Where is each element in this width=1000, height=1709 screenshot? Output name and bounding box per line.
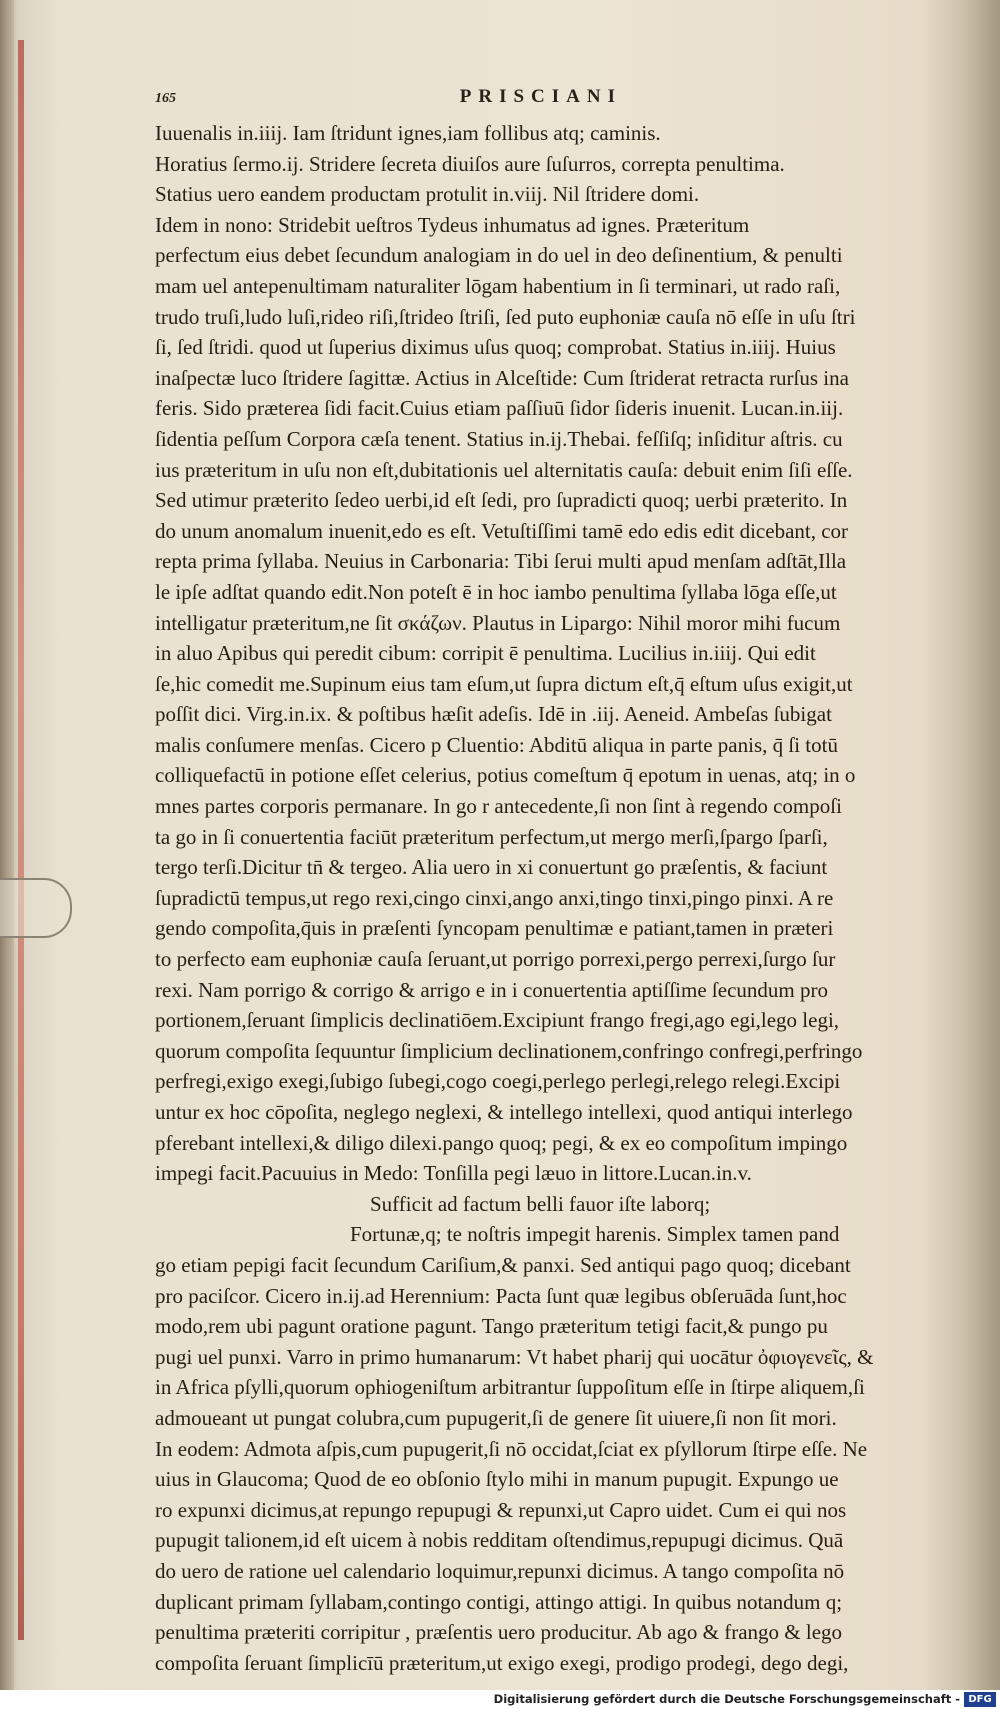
text-line: do uero de ratione uel calendario loquimur,repunxi dicimus. A tango compoſita nō (155, 1558, 845, 1583)
text-line: pugi uel punxi. Varro in primo humanarum: Vt habet pharij qui uocātur ὀφιογενεῖς, & (155, 1344, 874, 1369)
text-line: admoueant ut pungat colubra,cum pupugerit,ſi de genere ſit uiuere,ſi non ſit mori. (155, 1405, 837, 1430)
text-line: uius in Glaucoma; Quod de eo obſonio ſtylo mihi in manum pupugit. Expungo ue (155, 1467, 839, 1492)
text-line: inaſpectæ luco ſtridere ſagittæ. Actius in Alceſtide: Cum ſtriderat retracta rurſus ina (155, 365, 849, 390)
text-line: feris. Sido præterea ſidi facit.Cuius etiam paſſiuū ſidor ſideris inuenit. Lucan.in.iij. (155, 396, 844, 421)
text-line: ius præteritum in uſu non eſt,dubitationis uel alternitatis cauſa: debuit enim ſiſi eſſe. (155, 457, 853, 482)
text-line: in Africa pſylli,quorum ophiogeniſtum arbitrantur ſuppoſitum eſſe in ſtirpe aliquem,ſi (155, 1375, 865, 1400)
footer-text: Digitalisierung gefördert durch die Deutsche Forschungsgemeinschaft - (493, 1692, 960, 1706)
text-line: intelligatur præteritum,ne ſit σκάζων. Plautus in Lipargo: Nihil moror mihi fucum (155, 610, 841, 635)
text-line: perfregi,exigo exegi,ſubigo ſubegi,cogo coegi,perlego perlegi,relego relegi.Excipi (155, 1069, 841, 1094)
text-line: malis conſumere menſas. Cicero p Cluentio: Abditū aliqua in parte panis, q̄ ſi totū (155, 732, 838, 757)
text-line: Statius uero eandem productam protulit in.viij. Nil ſtridere domi. (155, 182, 700, 207)
text-line: Horatius ſermo.ij. Stridere ſecreta diuiſos aure ſuſurros, correpta penultima. (155, 151, 785, 176)
text-line: portionem,ſeruant ſimplicis declinatiōem.Excipiunt frango fregi,ago egi,lego legi, (155, 1008, 840, 1033)
text-line: go etiam pepigi facit ſecundum Cariſium,& panxi. Sed antiqui pago quoq; dicebant (155, 1252, 851, 1277)
text-line: ſe,hic comedit me.Supinum eius tam eſum,ut ſupra dictum eſt,q̄ eſtum uſus exigit,ut (155, 671, 853, 696)
text-line: to perfecto eam euphoniæ cauſa ſeruant,ut porrigo porrexi,pergo perrexi,ſurgo ſur (155, 947, 836, 972)
text-line: ſupradictū tempus,ut rego rexi,cingo cinxi,ango anxi,tingo tinxi,pingo pinxi. A re (155, 885, 834, 910)
text-line: do unum anomalum inuenit,edo es eſt. Vetuſtiſſimi tamē edo edis edit dicebant, cor (155, 518, 849, 543)
text-line: pro paciſcor. Cicero in.ij.ad Herennium: Pacta ſunt quæ legibus obſeruāda ſunt,hoc (155, 1283, 847, 1308)
text-line: pupugit talionem,id eſt uicem à nobis redditam oſtendimus,repupugi dicimus. Quā (155, 1528, 844, 1553)
text-line: Iuuenalis in.iiij. Iam ſtridunt ignes,iam follibus atq; caminis. (155, 121, 661, 145)
folio-number: 165 (155, 91, 176, 106)
footer-bar (0, 1690, 1000, 1709)
dfg-logo: DFG (964, 1692, 996, 1707)
text-line: poſſit dici. Virg.in.ix. & poſtibus hæſit adeſis. Idē in .iij. Aeneid. Ambeſas ſubigat (155, 702, 832, 727)
text-line: In eodem: Admota aſpis,cum pupugerit,ſi nō occidat,ſciat ex pſyllorum ſtirpe eſſe. Ne (155, 1436, 868, 1461)
text-line: rexi. Nam porrigo & corrigo & arrigo e in i conuertentia aptiſſime ſecundum pro (155, 977, 828, 1002)
bookmark-clip (0, 878, 72, 938)
text-line: impegi facit.Pacuuius in Medo: Tonſilla pegi læuo in littore.Lucan.in.v. (155, 1161, 752, 1186)
text-line: pferebant intellexi,& diligo dilexi.pango quoq; pegi, & ex eo compoſitum impingo (155, 1130, 848, 1155)
text-line: modo,rem ubi pagunt oratione pagunt. Tango præteritum tetigi facit,& pungo pu (155, 1314, 828, 1339)
text-line: ta go in ſi conuertentia faciūt præteritum perfectum,ut mergo merſi,ſpargo ſparſi, (155, 824, 828, 849)
text-line: mam uel antepenultimam naturaliter lōgam habentium in ſi terminari, ut rado raſi, (155, 273, 841, 298)
text-line: Fortunæ,q; te noſtris impegit harenis. Simplex tamen pand (350, 1222, 840, 1247)
text-line: le ipſe adſtat quando edit.Non poteſt ē in hoc iambo penultima ſyllaba lōga eſſe,ut (155, 579, 837, 604)
text-line: Sufficit ad factum belli fauor iſte laborq; (370, 1191, 711, 1216)
text-line: mnes partes corporis permanare. In go r antecedente,ſi non ſint à regendo compoſi (155, 794, 842, 819)
text-line: Idem in nono: Stridebit ueſtros Tydeus inhumatus ad ignes. Præteritum (155, 212, 750, 237)
binding-edge (0, 0, 14, 1690)
red-page-edge (18, 40, 24, 1640)
text-line: quorum compoſita ſequuntur ſimplicium declinationem,confringo confregi,perfringo (155, 1038, 863, 1063)
running-head (155, 86, 970, 108)
text-line: perfectum eius debet ſecundum analogiam in do uel in deo deſinentium, & penulti (155, 243, 843, 268)
text-line: ſi, ſed ſtridi. quod ut ſuperius diximus uſus quoq; comprobat. Statius in.iiij. Huius (155, 335, 836, 360)
text-line: in aluo Apibus qui peredit cibum: corripit ē penultima. Lucilius in.iiij. Qui edit (155, 641, 816, 666)
text-line: penultima præteriti corripitur , præſentis uero producitur. Ab ago & frango & lego (155, 1620, 843, 1645)
text-line: compoſita ſeruant ſimplicīū præteritum,ut exigo exegi, prodigo prodegi, dego degi, (155, 1650, 849, 1675)
text-line: ro expunxi dicimus,at repungo repupugi & repunxi,ut Capro uidet. Cum ei qui nos (155, 1497, 847, 1522)
text-line: Sed utimur præterito ſedeo uerbi,id eſt ſedi, pro ſupradicti quoq; uerbi præterito. In (155, 488, 848, 513)
text-line: duplicant primam ſyllabam,contingo contigi, attingo attigi. In quibus notandum q; (155, 1589, 843, 1614)
text-line: gendo compoſita,q̄uis in præſenti ſyncopam penultimæ e patiant,tamen in præteri (155, 916, 834, 941)
text-line: repta prima ſyllaba. Neuius in Carbonaria: Tibi ſerui multi apud menſam adſtāt,Illa (155, 549, 847, 574)
text-line: colliquefactū in potione eſſet celerius, potius comeſtum q̄ epotum in uenas, atq; in o (155, 763, 856, 788)
text-line: untur ex hoc cōpoſita, neglego neglexi, & intellego intellexi, quod antiqui interlego (155, 1100, 853, 1124)
running-title: PRISCIANI (459, 86, 622, 107)
text-line: ſidentia peſſum Corpora cæſa tenent. Statius in.ij.Thebai. feſſiſq; inſiditur aſtris. cu (155, 426, 843, 451)
text-line: trudo truſi,ludo luſi,rideo riſi,ſtrideo ſtriſi, ſed puto euphoniæ cauſa nō eſſe in uſu ſtri (155, 304, 856, 329)
text-line: tergo terſi.Dicitur tn̄ & tergeo. Alia uero in xi conuertunt go præſentis, & faciunt (155, 855, 828, 880)
body-text (155, 118, 965, 1678)
